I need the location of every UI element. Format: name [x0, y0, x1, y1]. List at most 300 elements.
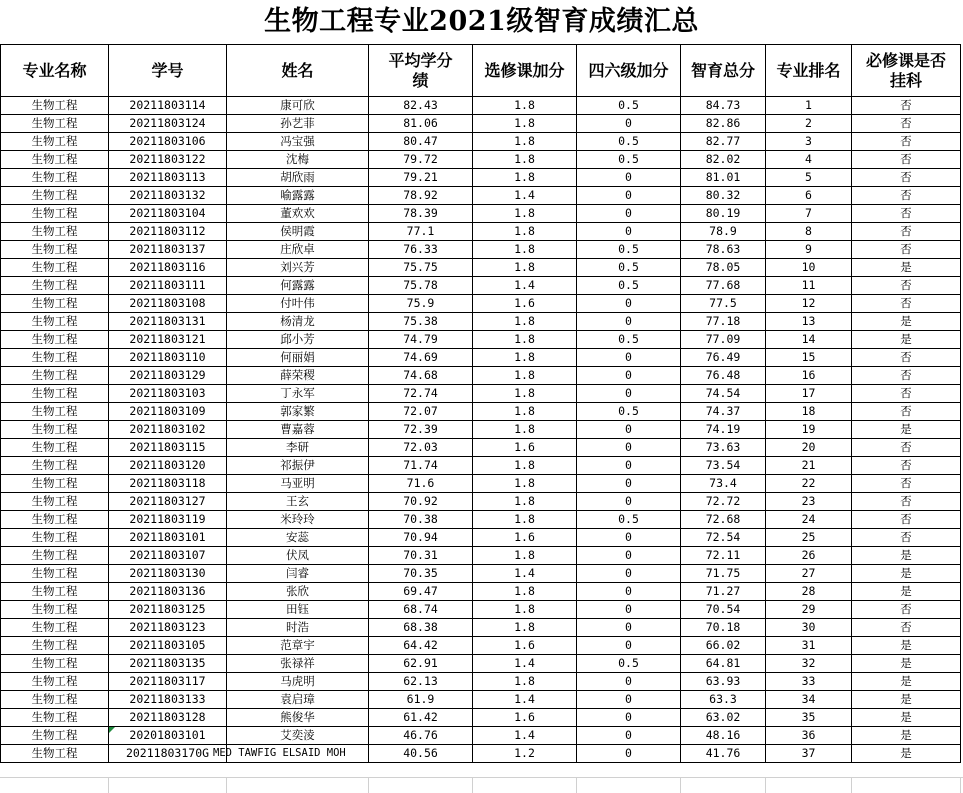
cell-total-score[interactable]: 63.02 [681, 709, 766, 727]
cell-total-score[interactable]: 73.4 [681, 475, 766, 493]
cell-failed-required[interactable]: 否 [852, 223, 961, 241]
cell-rank[interactable]: 26 [766, 547, 852, 565]
cell-name[interactable]: 胡欣雨 [227, 169, 369, 187]
cell-avg-credit-score[interactable]: 78.39 [369, 205, 473, 223]
cell-name[interactable]: 康可欣 [227, 97, 369, 115]
cell-elective-bonus[interactable]: 1.8 [473, 97, 577, 115]
cell-avg-credit-score[interactable]: 75.38 [369, 313, 473, 331]
cell-cet-bonus[interactable]: 0 [577, 583, 681, 601]
cell-major[interactable]: 生物工程 [1, 421, 109, 439]
cell-rank[interactable]: 7 [766, 205, 852, 223]
cell-rank[interactable]: 1 [766, 97, 852, 115]
cell-elective-bonus[interactable]: 1.4 [473, 277, 577, 295]
cell-failed-required[interactable]: 否 [852, 619, 961, 637]
cell-avg-credit-score[interactable]: 72.74 [369, 385, 473, 403]
cell-student-id[interactable]: 20211803131 [109, 313, 227, 331]
cell-avg-credit-score[interactable]: 75.78 [369, 277, 473, 295]
cell-rank[interactable]: 12 [766, 295, 852, 313]
cell-avg-credit-score[interactable]: 61.9 [369, 691, 473, 709]
cell-failed-required[interactable]: 否 [852, 385, 961, 403]
cell-elective-bonus[interactable]: 1.8 [473, 169, 577, 187]
cell-cet-bonus[interactable]: 0.5 [577, 511, 681, 529]
cell-rank[interactable]: 2 [766, 115, 852, 133]
cell-cet-bonus[interactable]: 0 [577, 673, 681, 691]
cell-elective-bonus[interactable]: 1.8 [473, 241, 577, 259]
cell-rank[interactable]: 32 [766, 655, 852, 673]
cell-elective-bonus[interactable]: 1.8 [473, 619, 577, 637]
cell-avg-credit-score[interactable]: 75.9 [369, 295, 473, 313]
cell-elective-bonus[interactable]: 1.8 [473, 205, 577, 223]
cell-total-score[interactable]: 77.09 [681, 331, 766, 349]
cell-major[interactable]: 生物工程 [1, 313, 109, 331]
cell-rank[interactable]: 37 [766, 745, 852, 763]
cell-cet-bonus[interactable]: 0 [577, 745, 681, 763]
cell-major[interactable]: 生物工程 [1, 673, 109, 691]
cell-student-id[interactable]: 20211803114 [109, 97, 227, 115]
cell-name[interactable]: 时浩 [227, 619, 369, 637]
cell-name[interactable]: 张欣 [227, 583, 369, 601]
cell-failed-required[interactable]: 否 [852, 205, 961, 223]
cell-name[interactable]: 伏凤 [227, 547, 369, 565]
cell-major[interactable]: 生物工程 [1, 691, 109, 709]
cell-major[interactable]: 生物工程 [1, 151, 109, 169]
cell-elective-bonus[interactable]: 1.8 [473, 475, 577, 493]
cell-major[interactable]: 生物工程 [1, 259, 109, 277]
cell-total-score[interactable]: 74.19 [681, 421, 766, 439]
cell-major[interactable]: 生物工程 [1, 277, 109, 295]
cell-rank[interactable]: 28 [766, 583, 852, 601]
cell-elective-bonus[interactable]: 1.8 [473, 493, 577, 511]
cell-elective-bonus[interactable]: 1.4 [473, 565, 577, 583]
cell-elective-bonus[interactable]: 1.6 [473, 439, 577, 457]
cell-student-id[interactable]: 20211803107 [109, 547, 227, 565]
cell-elective-bonus[interactable]: 1.8 [473, 151, 577, 169]
cell-student-id[interactable]: 20211803130 [109, 565, 227, 583]
cell-major[interactable]: 生物工程 [1, 493, 109, 511]
cell-cet-bonus[interactable]: 0 [577, 565, 681, 583]
cell-cet-bonus[interactable]: 0.5 [577, 97, 681, 115]
cell-name[interactable]: 安蕊 [227, 529, 369, 547]
cell-failed-required[interactable]: 是 [852, 691, 961, 709]
cell-student-id[interactable]: 20211803121 [109, 331, 227, 349]
cell-total-score[interactable]: 78.9 [681, 223, 766, 241]
cell-name[interactable]: 冯宝强 [227, 133, 369, 151]
cell-cet-bonus[interactable]: 0 [577, 421, 681, 439]
cell-total-score[interactable]: 71.27 [681, 583, 766, 601]
cell-rank[interactable]: 6 [766, 187, 852, 205]
cell-avg-credit-score[interactable]: 81.06 [369, 115, 473, 133]
cell-avg-credit-score[interactable]: 70.35 [369, 565, 473, 583]
cell-rank[interactable]: 14 [766, 331, 852, 349]
cell-major[interactable]: 生物工程 [1, 331, 109, 349]
cell-name[interactable]: 范章宇 [227, 637, 369, 655]
cell-total-score[interactable]: 73.63 [681, 439, 766, 457]
cell-major[interactable]: 生物工程 [1, 169, 109, 187]
cell-rank[interactable]: 18 [766, 403, 852, 421]
cell-rank[interactable]: 17 [766, 385, 852, 403]
cell-failed-required[interactable]: 否 [852, 439, 961, 457]
cell-avg-credit-score[interactable]: 69.47 [369, 583, 473, 601]
cell-cet-bonus[interactable]: 0 [577, 457, 681, 475]
cell-elective-bonus[interactable]: 1.8 [473, 367, 577, 385]
cell-avg-credit-score[interactable]: 79.72 [369, 151, 473, 169]
cell-cet-bonus[interactable]: 0 [577, 529, 681, 547]
cell-avg-credit-score[interactable]: 72.07 [369, 403, 473, 421]
cell-avg-credit-score[interactable]: 64.42 [369, 637, 473, 655]
cell-avg-credit-score[interactable]: 62.91 [369, 655, 473, 673]
cell-total-score[interactable]: 66.02 [681, 637, 766, 655]
cell-rank[interactable]: 34 [766, 691, 852, 709]
cell-student-id[interactable]: 20211803102 [109, 421, 227, 439]
cell-rank[interactable]: 22 [766, 475, 852, 493]
cell-name[interactable]: 郭家繁 [227, 403, 369, 421]
cell-rank[interactable]: 36 [766, 727, 852, 745]
cell-avg-credit-score[interactable]: 82.43 [369, 97, 473, 115]
cell-total-score[interactable]: 81.01 [681, 169, 766, 187]
cell-failed-required[interactable]: 是 [852, 547, 961, 565]
cell-cet-bonus[interactable]: 0 [577, 169, 681, 187]
cell-avg-credit-score[interactable]: 75.75 [369, 259, 473, 277]
cell-name[interactable]: 张禄祥 [227, 655, 369, 673]
cell-cet-bonus[interactable]: 0.5 [577, 151, 681, 169]
cell-total-score[interactable]: 82.86 [681, 115, 766, 133]
cell-avg-credit-score[interactable]: 78.92 [369, 187, 473, 205]
cell-total-score[interactable]: 72.54 [681, 529, 766, 547]
cell-total-score[interactable]: 76.49 [681, 349, 766, 367]
cell-name[interactable]: 庄欣卓 [227, 241, 369, 259]
cell-major[interactable]: 生物工程 [1, 709, 109, 727]
cell-student-id[interactable]: 20211803129 [109, 367, 227, 385]
header-rank[interactable]: 专业排名 [766, 45, 852, 97]
cell-major[interactable]: 生物工程 [1, 457, 109, 475]
cell-rank[interactable]: 23 [766, 493, 852, 511]
cell-student-id[interactable]: 20211803104 [109, 205, 227, 223]
cell-rank[interactable]: 8 [766, 223, 852, 241]
cell-rank[interactable]: 19 [766, 421, 852, 439]
cell-cet-bonus[interactable]: 0 [577, 385, 681, 403]
cell-total-score[interactable]: 78.05 [681, 259, 766, 277]
cell-elective-bonus[interactable]: 1.8 [473, 403, 577, 421]
cell-elective-bonus[interactable]: 1.8 [473, 385, 577, 403]
cell-failed-required[interactable]: 是 [852, 745, 961, 763]
cell-rank[interactable]: 29 [766, 601, 852, 619]
cell-name[interactable]: 袁启璋 [227, 691, 369, 709]
cell-rank[interactable]: 25 [766, 529, 852, 547]
cell-cet-bonus[interactable]: 0 [577, 475, 681, 493]
cell-rank[interactable]: 10 [766, 259, 852, 277]
cell-name[interactable]: 王玄 [227, 493, 369, 511]
cell-avg-credit-score[interactable]: 74.69 [369, 349, 473, 367]
cell-major[interactable]: 生物工程 [1, 637, 109, 655]
cell-failed-required[interactable]: 是 [852, 421, 961, 439]
cell-student-id[interactable]: 20211803125 [109, 601, 227, 619]
cell-major[interactable]: 生物工程 [1, 601, 109, 619]
cell-elective-bonus[interactable]: 1.4 [473, 727, 577, 745]
cell-elective-bonus[interactable]: 1.8 [473, 511, 577, 529]
cell-cet-bonus[interactable]: 0.5 [577, 259, 681, 277]
cell-student-id[interactable]: 20211803124 [109, 115, 227, 133]
cell-avg-credit-score[interactable]: 62.13 [369, 673, 473, 691]
cell-name[interactable]: 邱小芳 [227, 331, 369, 349]
cell-name[interactable]: 曹嘉蓉 [227, 421, 369, 439]
cell-rank[interactable]: 3 [766, 133, 852, 151]
cell-avg-credit-score[interactable]: 68.38 [369, 619, 473, 637]
cell-major[interactable]: 生物工程 [1, 115, 109, 133]
cell-avg-credit-score[interactable]: 70.94 [369, 529, 473, 547]
cell-cet-bonus[interactable]: 0 [577, 187, 681, 205]
cell-cet-bonus[interactable]: 0 [577, 709, 681, 727]
cell-rank[interactable]: 4 [766, 151, 852, 169]
cell-elective-bonus[interactable]: 1.6 [473, 709, 577, 727]
cell-student-id[interactable]: 20211803122 [109, 151, 227, 169]
cell-total-score[interactable]: 74.37 [681, 403, 766, 421]
cell-student-id[interactable]: 20211803106 [109, 133, 227, 151]
header-student-id[interactable]: 学号 [109, 45, 227, 97]
cell-elective-bonus[interactable]: 1.6 [473, 637, 577, 655]
cell-total-score[interactable]: 78.63 [681, 241, 766, 259]
cell-cet-bonus[interactable]: 0.5 [577, 331, 681, 349]
cell-failed-required[interactable]: 否 [852, 169, 961, 187]
cell-major[interactable]: 生物工程 [1, 187, 109, 205]
cell-failed-required[interactable]: 否 [852, 241, 961, 259]
cell-failed-required[interactable]: 是 [852, 637, 961, 655]
cell-name[interactable]: 何丽娟 [227, 349, 369, 367]
cell-avg-credit-score[interactable]: 79.21 [369, 169, 473, 187]
cell-major[interactable]: 生物工程 [1, 295, 109, 313]
cell-total-score[interactable]: 76.48 [681, 367, 766, 385]
cell-avg-credit-score[interactable]: 72.39 [369, 421, 473, 439]
cell-student-id[interactable]: 20211803136 [109, 583, 227, 601]
cell-major[interactable]: 生物工程 [1, 367, 109, 385]
cell-student-id[interactable] [109, 727, 227, 745]
cell-student-id[interactable]: 20211803123 [109, 619, 227, 637]
cell-rank[interactable]: 11 [766, 277, 852, 295]
cell-name[interactable]: 沈梅 [227, 151, 369, 169]
cell-total-score[interactable]: 72.72 [681, 493, 766, 511]
cell-student-id[interactable]: 20211803115 [109, 439, 227, 457]
cell-failed-required[interactable]: 是 [852, 313, 961, 331]
cell-rank[interactable]: 5 [766, 169, 852, 187]
cell-name[interactable]: 丁永军 [227, 385, 369, 403]
cell-avg-credit-score[interactable]: 70.92 [369, 493, 473, 511]
cell-cet-bonus[interactable]: 0 [577, 691, 681, 709]
cell-avg-credit-score[interactable]: 80.47 [369, 133, 473, 151]
cell-major[interactable]: 生物工程 [1, 241, 109, 259]
cell-major[interactable]: 生物工程 [1, 349, 109, 367]
cell-rank[interactable]: 13 [766, 313, 852, 331]
cell-major[interactable]: 生物工程 [1, 133, 109, 151]
cell-cet-bonus[interactable]: 0 [577, 727, 681, 745]
cell-rank[interactable]: 24 [766, 511, 852, 529]
cell-rank[interactable]: 27 [766, 565, 852, 583]
cell-cet-bonus[interactable]: 0.5 [577, 133, 681, 151]
cell-student-id[interactable]: 20211803116 [109, 259, 227, 277]
cell-student-id[interactable]: 20211803137 [109, 241, 227, 259]
cell-avg-credit-score[interactable]: 74.79 [369, 331, 473, 349]
cell-total-score[interactable]: 77.68 [681, 277, 766, 295]
cell-elective-bonus[interactable]: 1.8 [473, 349, 577, 367]
cell-major[interactable]: 生物工程 [1, 511, 109, 529]
cell-failed-required[interactable]: 否 [852, 367, 961, 385]
cell-student-id[interactable]: 20211803112 [109, 223, 227, 241]
cell-name[interactable]: 米玲玲 [227, 511, 369, 529]
cell-student-id[interactable]: 20211803111 [109, 277, 227, 295]
cell-total-score[interactable]: 70.18 [681, 619, 766, 637]
cell-total-score[interactable]: 80.19 [681, 205, 766, 223]
cell-student-id[interactable]: 20211803117 [109, 673, 227, 691]
cell-avg-credit-score[interactable]: 74.68 [369, 367, 473, 385]
cell-name[interactable]: 付叶伟 [227, 295, 369, 313]
cell-major[interactable]: 生物工程 [1, 655, 109, 673]
cell-elective-bonus[interactable]: 1.4 [473, 187, 577, 205]
cell-total-score[interactable]: 64.81 [681, 655, 766, 673]
cell-failed-required[interactable]: 否 [852, 187, 961, 205]
cell-major[interactable]: 生物工程 [1, 727, 109, 745]
cell-total-score[interactable]: 72.68 [681, 511, 766, 529]
cell-cet-bonus[interactable]: 0 [577, 349, 681, 367]
cell-major[interactable]: 生物工程 [1, 619, 109, 637]
cell-student-id[interactable]: 20211803127 [109, 493, 227, 511]
cell-student-id[interactable]: 20211803108 [109, 295, 227, 313]
cell-elective-bonus[interactable]: 1.8 [473, 547, 577, 565]
cell-avg-credit-score[interactable]: 76.33 [369, 241, 473, 259]
cell-student-id[interactable]: 20211803101 [109, 529, 227, 547]
cell-student-id[interactable]: 20211803133 [109, 691, 227, 709]
cell-name[interactable]: 杨清龙 [227, 313, 369, 331]
cell-student-id[interactable]: 20211803128 [109, 709, 227, 727]
cell-avg-credit-score[interactable]: 46.76 [369, 727, 473, 745]
cell-total-score[interactable]: 82.77 [681, 133, 766, 151]
cell-failed-required[interactable]: 是 [852, 673, 961, 691]
header-cet-bonus[interactable]: 四六级加分 [577, 45, 681, 97]
cell-elective-bonus[interactable]: 1.2 [473, 745, 577, 763]
cell-elective-bonus[interactable]: 1.8 [473, 457, 577, 475]
cell-name[interactable]: 艾奕淩 [227, 727, 369, 745]
cell-elective-bonus[interactable]: 1.8 [473, 583, 577, 601]
header-elective-bonus[interactable]: 选修课加分 [473, 45, 577, 97]
cell-avg-credit-score[interactable]: 70.38 [369, 511, 473, 529]
cell-failed-required[interactable]: 是 [852, 655, 961, 673]
cell-elective-bonus[interactable]: 1.8 [473, 331, 577, 349]
cell-major[interactable]: 生物工程 [1, 205, 109, 223]
cell-failed-required[interactable]: 是 [852, 583, 961, 601]
cell-major[interactable]: 生物工程 [1, 583, 109, 601]
cell-avg-credit-score[interactable]: 70.31 [369, 547, 473, 565]
cell-major[interactable]: 生物工程 [1, 97, 109, 115]
cell-major[interactable]: 生物工程 [1, 385, 109, 403]
cell-major[interactable]: 生物工程 [1, 475, 109, 493]
cell-student-id[interactable]: 20211803119 [109, 511, 227, 529]
cell-total-score[interactable]: 70.54 [681, 601, 766, 619]
cell-cet-bonus[interactable]: 0.5 [577, 403, 681, 421]
cell-name[interactable]: 马虎明 [227, 673, 369, 691]
cell-total-score[interactable]: 63.3 [681, 691, 766, 709]
cell-elective-bonus[interactable]: 1.4 [473, 691, 577, 709]
cell-cet-bonus[interactable]: 0 [577, 547, 681, 565]
cell-major[interactable]: 生物工程 [1, 439, 109, 457]
cell-student-id[interactable]: 20211803110 [109, 349, 227, 367]
cell-rank[interactable]: 21 [766, 457, 852, 475]
cell-total-score[interactable]: 82.02 [681, 151, 766, 169]
header-failed-required[interactable]: 必修课是否挂科 [852, 45, 961, 97]
cell-cet-bonus[interactable]: 0.5 [577, 655, 681, 673]
cell-elective-bonus[interactable]: 1.8 [473, 115, 577, 133]
cell-rank[interactable]: 15 [766, 349, 852, 367]
cell-name[interactable]: 喻露露 [227, 187, 369, 205]
cell-major[interactable]: 生物工程 [1, 565, 109, 583]
cell-rank[interactable]: 31 [766, 637, 852, 655]
cell-elective-bonus[interactable]: 1.8 [473, 133, 577, 151]
cell-failed-required[interactable]: 否 [852, 529, 961, 547]
cell-total-score[interactable]: 48.16 [681, 727, 766, 745]
cell-failed-required[interactable]: 是 [852, 709, 961, 727]
cell-failed-required[interactable]: 否 [852, 493, 961, 511]
cell-avg-credit-score[interactable]: 72.03 [369, 439, 473, 457]
cell-name[interactable]: 马亚明 [227, 475, 369, 493]
cell-cet-bonus[interactable]: 0 [577, 493, 681, 511]
cell-student-id[interactable]: 20211803103 [109, 385, 227, 403]
header-major[interactable]: 专业名称 [1, 45, 109, 97]
cell-student-id[interactable]: 20211803118 [109, 475, 227, 493]
cell-elective-bonus[interactable]: 1.8 [473, 673, 577, 691]
header-avg-credit-score[interactable]: 平均学分绩 [369, 45, 473, 97]
cell-rank[interactable]: 30 [766, 619, 852, 637]
cell-elective-bonus[interactable]: 1.6 [473, 529, 577, 547]
cell-cet-bonus[interactable]: 0 [577, 313, 681, 331]
cell-cet-bonus[interactable]: 0 [577, 295, 681, 313]
cell-failed-required[interactable]: 是 [852, 259, 961, 277]
cell-total-score[interactable]: 41.76 [681, 745, 766, 763]
cell-elective-bonus[interactable]: 1.8 [473, 601, 577, 619]
cell-name[interactable]: 闫睿 [227, 565, 369, 583]
cell-failed-required[interactable]: 否 [852, 511, 961, 529]
cell-student-id[interactable]: 20211803120 [109, 457, 227, 475]
cell-name[interactable]: 熊俊华 [227, 709, 369, 727]
header-name[interactable]: 姓名 [227, 45, 369, 97]
cell-elective-bonus[interactable]: 1.8 [473, 313, 577, 331]
cell-rank[interactable]: 16 [766, 367, 852, 385]
cell-name[interactable]: 田钰 [227, 601, 369, 619]
cell-failed-required[interactable]: 是 [852, 727, 961, 745]
cell-name[interactable] [213, 745, 369, 763]
cell-failed-required[interactable]: 否 [852, 115, 961, 133]
cell-avg-credit-score[interactable]: 40.56 [369, 745, 473, 763]
cell-avg-credit-score[interactable]: 61.42 [369, 709, 473, 727]
cell-failed-required[interactable]: 否 [852, 601, 961, 619]
cell-total-score[interactable]: 77.5 [681, 295, 766, 313]
cell-student-id[interactable]: 20211803170G [109, 745, 227, 763]
cell-avg-credit-score[interactable]: 77.1 [369, 223, 473, 241]
cell-cet-bonus[interactable]: 0 [577, 637, 681, 655]
cell-failed-required[interactable]: 否 [852, 133, 961, 151]
cell-major[interactable]: 生物工程 [1, 529, 109, 547]
cell-avg-credit-score[interactable]: 71.74 [369, 457, 473, 475]
cell-failed-required[interactable]: 否 [852, 475, 961, 493]
cell-rank[interactable]: 20 [766, 439, 852, 457]
cell-total-score[interactable]: 77.18 [681, 313, 766, 331]
cell-elective-bonus[interactable]: 1.8 [473, 421, 577, 439]
cell-cet-bonus[interactable]: 0 [577, 205, 681, 223]
cell-cet-bonus[interactable]: 0 [577, 115, 681, 133]
cell-elective-bonus[interactable]: 1.8 [473, 223, 577, 241]
cell-total-score[interactable]: 80.32 [681, 187, 766, 205]
cell-total-score[interactable]: 72.11 [681, 547, 766, 565]
cell-cet-bonus[interactable]: 0.5 [577, 241, 681, 259]
cell-avg-credit-score[interactable]: 68.74 [369, 601, 473, 619]
cell-cet-bonus[interactable]: 0 [577, 439, 681, 457]
cell-rank[interactable]: 9 [766, 241, 852, 259]
cell-cet-bonus[interactable]: 0 [577, 601, 681, 619]
